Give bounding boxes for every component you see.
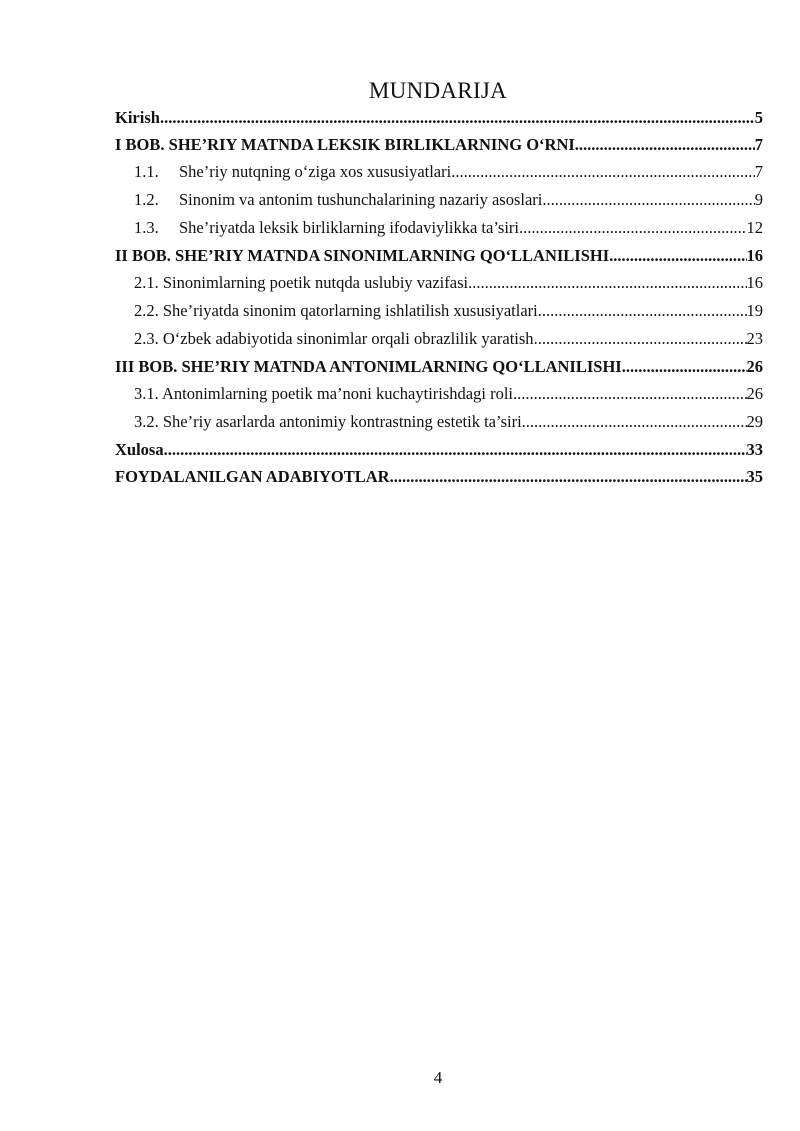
toc-entry-label: 2.2. She’riyatda sinonim qatorlarning ishlatilish xususiyatlari [134,301,538,320]
toc-entry-label: III BOB. SHE’RIY MATNDA ANTONIMLARNING QO‘LLANILISHI [115,357,622,376]
page-number: 4 [433,1068,443,1087]
dot-leader [538,297,747,325]
toc-entry-label: FOYDALANILGAN ADABIYOTLAR [115,467,390,486]
toc-section-number: 1.2. [134,190,159,209]
dot-leader [575,131,755,158]
page-title: MUNDARIJA [368,78,508,103]
toc-entry-page: 26 [746,357,763,376]
toc-entry-page: 33 [746,440,763,459]
toc-entry-label: Sinonim va antonim tushunchalarining nazariy asoslari [179,190,543,209]
toc-entry-page: 26 [746,384,763,403]
toc-entry-page: 29 [746,412,763,431]
dot-leader [519,214,746,242]
toc-chapter-3[interactable] [115,353,763,380]
toc-chapter-2[interactable] [115,242,763,269]
toc-section-1-3[interactable] [115,214,763,242]
dot-leader [160,104,755,131]
dot-leader [542,186,754,214]
toc-section-2-3[interactable] [115,325,763,353]
toc-entry-label: II BOB. SHE’RIY MATNDA SINONIMLARNING QO‘LLANILISHI [115,246,610,265]
toc-entry-label: 2.3. O‘zbek adabiyotida sinonimlar orqali obrazlilik yaratish [134,329,534,348]
dot-leader [522,408,747,436]
toc-entry-kirish[interactable] [115,104,763,131]
toc-chapter-1[interactable] [115,131,763,158]
dot-leader [164,436,747,463]
toc-entry-page: 23 [746,329,763,348]
dot-leader [622,353,747,380]
toc-entry-label: 2.1. Sinonimlarning poetik nutqda uslubiy vazifasi [134,273,469,292]
toc-section-2-2[interactable] [115,297,763,325]
dot-leader [513,380,747,408]
toc-entry-label: She’riy nutqning o‘ziga xos xususiyatlari [179,162,452,181]
dot-leader [609,242,746,269]
toc-entry-label: Xulosa [115,440,164,459]
toc-section-number: 1.1. [134,162,159,181]
toc-entry-page: 7 [754,135,763,154]
toc-entry-page: 7 [754,162,763,181]
toc-section-1-1[interactable] [115,158,763,186]
toc-entry-page: 12 [746,218,763,237]
toc-entry-references[interactable] [115,463,763,490]
dot-leader [451,158,755,186]
toc-entry-label: 3.2. She’riy asarlarda antonimiy kontrastning estetik ta’siri [134,412,522,431]
toc-section-3-2[interactable] [115,408,763,436]
dot-leader [390,463,747,490]
toc-entry-label: Kirish [115,108,160,127]
toc-entry-page: 19 [746,301,763,320]
toc-section-1-2[interactable] [115,186,763,214]
toc-section-2-1[interactable] [115,269,763,297]
toc-entry-page: 35 [746,467,763,486]
toc-entry-page: 9 [754,190,763,209]
dot-leader [534,325,747,353]
toc-entry-label: I BOB. SHE’RIY MATNDA LEKSIK BIRLIKLARNING O‘RNI [115,135,575,154]
toc-entry-page: 16 [746,273,763,292]
toc-entry-xulosa[interactable] [115,436,763,463]
toc-entry-label: 3.1. Antonimlarning poetik ma’noni kuchaytirishdagi roli [134,384,513,403]
toc-entry-label: She’riyatda leksik birliklarning ifodaviylikka ta’siri [179,218,520,237]
dot-leader [468,269,746,297]
table-of-contents [115,104,763,490]
toc-section-number: 1.3. [134,218,159,237]
toc-section-3-1[interactable] [115,380,763,408]
toc-entry-page: 5 [754,108,763,127]
toc-entry-page: 16 [746,246,763,265]
